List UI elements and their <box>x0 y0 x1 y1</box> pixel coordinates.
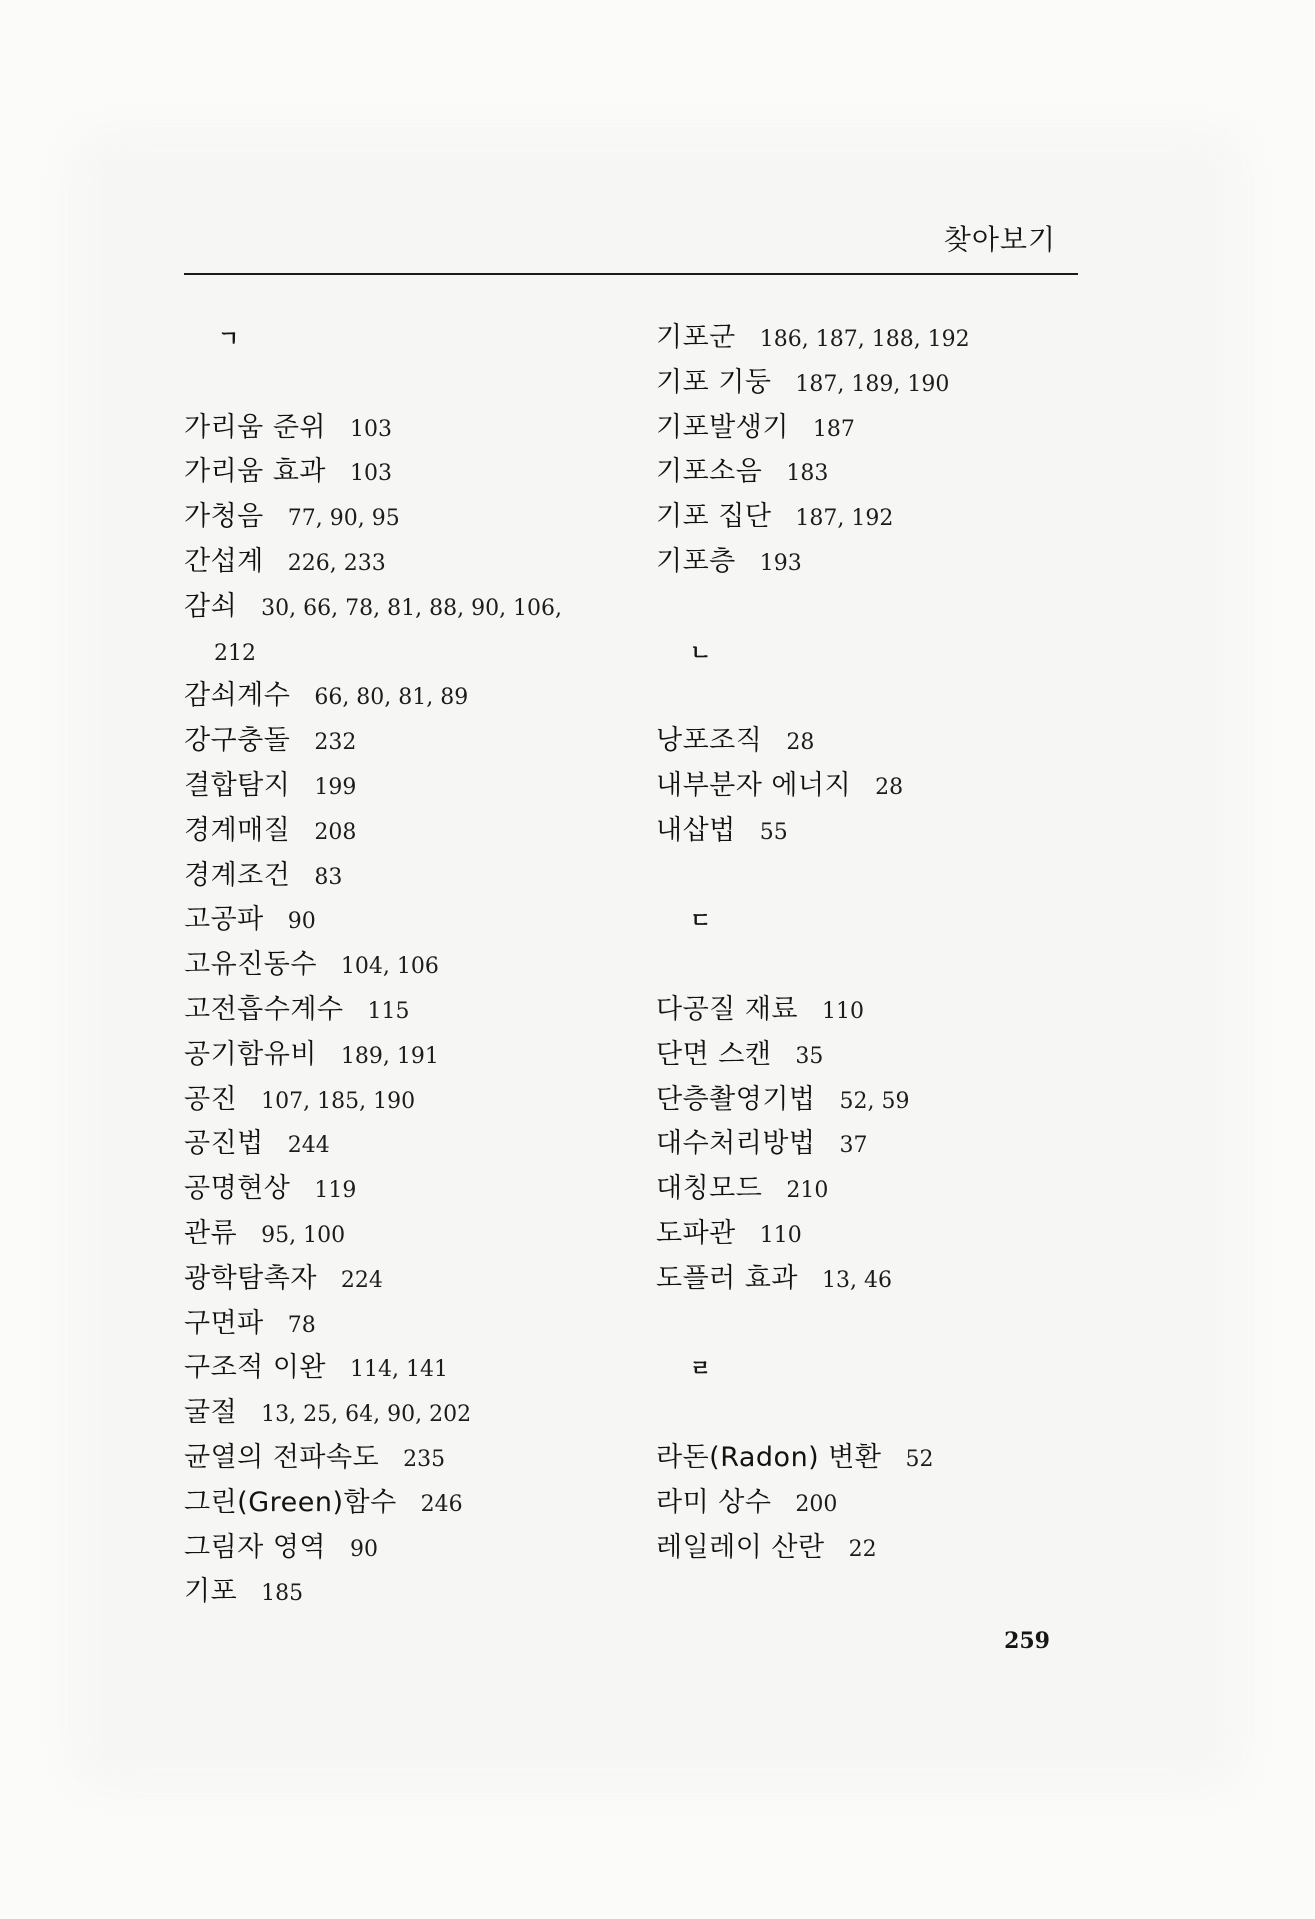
index-pages: 52 <box>905 1446 934 1472</box>
index-term: 단층촬영기법 <box>656 1083 816 1115</box>
index-entry <box>184 1122 634 1167</box>
index-entry <box>656 361 1086 406</box>
index-pages: 28 <box>875 774 904 800</box>
section-gap <box>656 1391 1086 1436</box>
index-entry <box>184 719 634 764</box>
index-entry <box>184 1526 634 1571</box>
index-term: 기포 기둥 <box>656 366 772 398</box>
index-term: 대칭모드 <box>656 1173 763 1205</box>
index-entry <box>184 1257 634 1302</box>
index-entry <box>656 316 1086 361</box>
index-entry <box>656 1257 1086 1302</box>
index-pages: 244 <box>287 1133 330 1159</box>
index-term: 라미 상수 <box>656 1486 772 1518</box>
index-entry <box>184 1346 634 1391</box>
section-letter: ㄹ <box>690 1357 712 1383</box>
index-term: 공명현상 <box>184 1173 291 1205</box>
index-pages: 246 <box>420 1491 463 1517</box>
index-term: 가청음 <box>184 501 264 533</box>
index-entry <box>184 943 634 988</box>
index-term: 단면 스캔 <box>656 1038 772 1070</box>
section-gap <box>656 674 1086 719</box>
index-pages: 77, 90, 95 <box>287 506 400 532</box>
index-term: 내삽법 <box>656 814 736 846</box>
index-term: 균열의 전파속도 <box>184 1441 380 1473</box>
index-pages: 13, 46 <box>822 1267 892 1293</box>
index-term: 기포층 <box>656 545 736 577</box>
index-term: 감쇠계수 <box>184 680 291 712</box>
index-pages: 210 <box>786 1178 829 1204</box>
index-pages: 187, 192 <box>795 506 894 532</box>
index-entry <box>184 898 634 943</box>
index-pages: 90 <box>350 1536 378 1562</box>
index-pages: 78 <box>287 1312 316 1338</box>
index-entry <box>656 1436 1086 1481</box>
index-term: 고공파 <box>184 904 264 936</box>
index-entry <box>656 450 1086 495</box>
index-term: 공진 <box>184 1083 238 1115</box>
index-pages: 83 <box>314 864 343 890</box>
index-term: 경계매질 <box>184 814 291 846</box>
index-term: 도파관 <box>656 1217 736 1249</box>
index-pages: 193 <box>759 550 802 576</box>
section-gap <box>656 854 1086 899</box>
index-term: 굴절 <box>184 1397 238 1429</box>
index-term: 광학탐촉자 <box>184 1262 317 1294</box>
index-term: 공진법 <box>184 1128 264 1160</box>
index-pages: 103 <box>350 416 392 442</box>
index-entry <box>184 764 634 809</box>
index-term: 기포군 <box>656 322 736 353</box>
index-entry <box>184 1078 634 1123</box>
index-entry <box>184 674 634 719</box>
index-entry <box>184 585 634 630</box>
index-pages: 110 <box>759 1222 802 1248</box>
index-pages: 110 <box>822 998 864 1024</box>
index-column-right <box>656 316 1086 1570</box>
index-section-letter <box>656 898 1086 943</box>
index-entry <box>184 809 634 854</box>
index-pages: 187 <box>812 416 855 442</box>
index-term: 관류 <box>184 1217 238 1249</box>
section-gap <box>656 585 1086 630</box>
index-term: 도플러 효과 <box>656 1262 798 1294</box>
index-term: 경계조건 <box>184 859 291 891</box>
index-section-letter <box>184 316 634 361</box>
index-pages: 104, 106 <box>340 954 439 980</box>
index-term: 기포소음 <box>656 456 763 488</box>
index-pages: 199 <box>314 774 357 800</box>
index-term: 기포발생기 <box>656 411 789 443</box>
running-title: 찾아보기 <box>943 223 1056 256</box>
index-entry <box>656 1212 1086 1257</box>
section-letter: ㄴ <box>690 640 712 666</box>
index-pages: 103 <box>350 461 392 487</box>
index-entry <box>656 988 1086 1033</box>
index-pages: 187, 189, 190 <box>795 371 950 397</box>
index-entry <box>184 1302 634 1347</box>
index-pages: 95, 100 <box>261 1222 346 1248</box>
index-pages: 28 <box>786 730 815 756</box>
index-pages: 37 <box>839 1133 868 1159</box>
index-term: 그림자 영역 <box>184 1531 326 1563</box>
index-term: 구조적 이완 <box>184 1352 326 1384</box>
index-entry <box>184 1436 634 1481</box>
index-entry <box>184 988 634 1033</box>
index-pages: 114, 141 <box>350 1357 448 1383</box>
index-entry <box>184 1570 634 1615</box>
index-pages: 22 <box>848 1536 877 1562</box>
index-entry <box>656 495 1086 540</box>
index-pages: 183 <box>786 461 829 487</box>
page-number: 259 <box>1004 1628 1050 1654</box>
index-term: 기포 집단 <box>656 501 772 533</box>
index-entry <box>184 1481 634 1526</box>
index-pages: 232 <box>314 730 357 756</box>
index-term: 간섭계 <box>184 545 264 577</box>
index-pages: 115 <box>367 998 410 1024</box>
index-pages: 119 <box>314 1178 357 1204</box>
header-rule <box>184 273 1078 275</box>
index-entry <box>656 809 1086 854</box>
index-term: 라돈(Radon) 변환 <box>656 1441 882 1473</box>
index-pages: 30, 66, 78, 81, 88, 90, 106, <box>261 595 563 621</box>
index-entry <box>656 1122 1086 1167</box>
index-entry <box>184 450 634 495</box>
index-pages: 226, 233 <box>287 550 386 576</box>
index-term: 다공질 재료 <box>656 993 798 1025</box>
index-pages: 52, 59 <box>839 1088 910 1114</box>
section-letter: ㄷ <box>690 909 712 935</box>
section-gap <box>656 1302 1086 1347</box>
index-pages: 66, 80, 81, 89 <box>314 685 469 711</box>
index-entry <box>184 1033 634 1078</box>
index-term: 감쇠 <box>184 590 238 622</box>
index-pages: 235 <box>403 1446 446 1472</box>
index-entry <box>184 406 634 451</box>
index-entry <box>184 1212 634 1257</box>
index-pages: 208 <box>314 819 357 845</box>
index-term: 공기함유비 <box>184 1038 317 1070</box>
index-pages: 55 <box>759 819 788 845</box>
section-letter: ㄱ <box>218 327 240 352</box>
index-section-letter <box>656 1346 1086 1391</box>
index-pages: 224 <box>340 1267 383 1293</box>
index-section-letter <box>656 630 1086 675</box>
index-term: 가리움 효과 <box>184 456 326 488</box>
index-entry <box>184 540 634 585</box>
index-entry <box>656 764 1086 809</box>
index-term: 낭포조직 <box>656 725 763 757</box>
index-entry <box>656 1526 1086 1571</box>
index-term: 내부분자 에너지 <box>656 769 852 801</box>
index-pages: 90 <box>287 909 316 935</box>
index-term: 레일레이 산란 <box>656 1531 825 1563</box>
index-entry <box>184 495 634 540</box>
index-term: 기포 <box>184 1576 238 1608</box>
index-entry <box>184 854 634 899</box>
index-column-left <box>184 316 634 1615</box>
index-entry <box>656 719 1086 764</box>
index-pages: 13, 25, 64, 90, 202 <box>261 1402 472 1428</box>
index-term: 결합탐지 <box>184 769 291 801</box>
index-term: 고전흡수계수 <box>184 993 344 1025</box>
index-entry-continuation <box>184 630 634 675</box>
index-entry <box>656 406 1086 451</box>
index-term: 대수처리방법 <box>656 1128 816 1160</box>
index-pages: 186, 187, 188, 192 <box>759 327 970 352</box>
index-entry <box>656 1167 1086 1212</box>
index-term: 구면파 <box>184 1307 264 1339</box>
index-entry <box>656 1078 1086 1123</box>
index-pages: 200 <box>795 1491 838 1517</box>
index-term: 고유진동수 <box>184 949 317 981</box>
index-term: 가리움 준위 <box>184 411 326 443</box>
index-entry <box>656 540 1086 585</box>
section-gap <box>656 943 1086 988</box>
index-term: 강구충돌 <box>184 725 291 757</box>
section-gap <box>184 361 634 406</box>
index-entry <box>184 1391 634 1436</box>
index-pages: 212 <box>214 640 256 666</box>
index-term: 그린(Green)함수 <box>184 1486 397 1518</box>
index-pages: 185 <box>261 1581 304 1607</box>
index-pages: 35 <box>795 1043 824 1069</box>
index-entry <box>184 1167 634 1212</box>
index-entry <box>656 1033 1086 1078</box>
index-entry <box>656 1481 1086 1526</box>
index-pages: 107, 185, 190 <box>261 1088 416 1114</box>
index-pages: 189, 191 <box>340 1043 439 1069</box>
